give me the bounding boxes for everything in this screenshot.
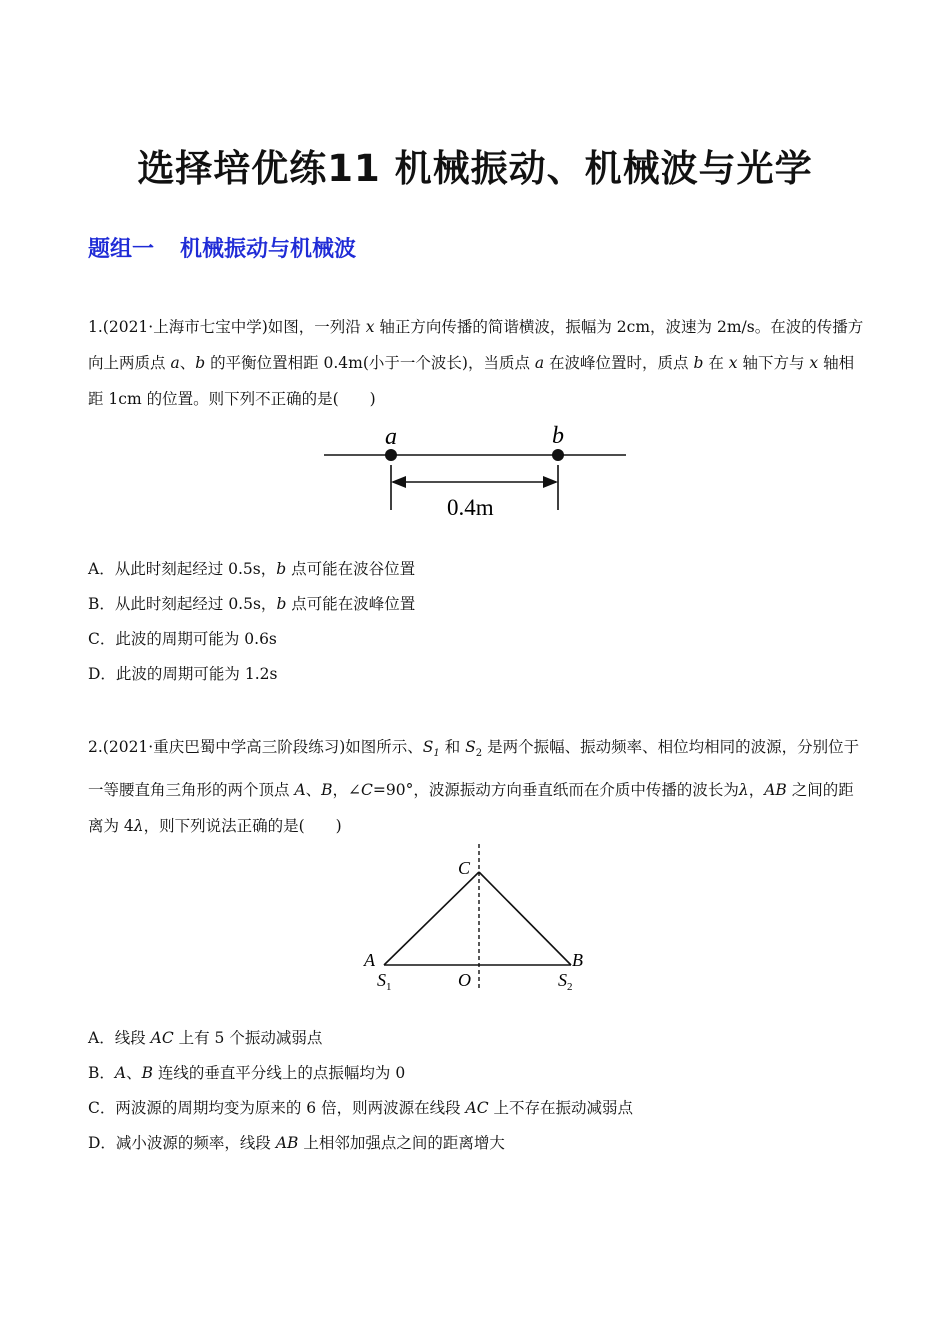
- section-heading: [88, 232, 356, 263]
- point-a: [385, 449, 397, 461]
- label-o: O: [458, 970, 471, 990]
- section-label: 题组一: [88, 237, 155, 262]
- q1-option-d[interactable]: D．此波的周期可能为 1.2s: [88, 665, 278, 683]
- q2-option-d[interactable]: D．减小波源的频率，线段 AB 上相邻加强点之间的距离增大: [88, 1134, 505, 1152]
- arrow-head-left: [391, 476, 406, 488]
- q1-option-a[interactable]: A．从此时刻起经过 0.5s，b 点可能在波谷位置: [88, 560, 416, 578]
- point-b: [552, 449, 564, 461]
- label-a: a: [385, 424, 397, 450]
- side-bc: [479, 872, 571, 965]
- distance-label: 0.4m: [447, 495, 494, 520]
- question-source: (2021·上海市七宝中学): [102, 318, 268, 336]
- triangle-figure: [360, 842, 600, 1002]
- label-s1: $S_1$: [377, 970, 392, 993]
- section-name: 机械振动与机械波: [180, 237, 357, 262]
- page-title: 选择培优练11 机械振动、机械波与光学: [137, 147, 813, 190]
- arrow-head-right: [543, 476, 558, 488]
- q1-option-b[interactable]: B．从此时刻起经过 0.5s，b 点可能在波峰位置: [88, 595, 416, 613]
- label-b: B: [572, 950, 583, 970]
- label-s2: $S_2$: [558, 970, 573, 993]
- q2-option-a[interactable]: A．线段 AC 上有 5 个振动减弱点: [88, 1029, 323, 1047]
- q2-option-b[interactable]: B．A、B 连线的垂直平分线上的点振幅均为 0: [88, 1064, 406, 1082]
- label-c: C: [458, 858, 471, 878]
- question-1-stem: 1.(2021·上海市七宝中学)如图，一列沿 x 轴正方向传播的简谐横波，振幅为 2cm，波速为 2m/s。在波的传播方向上两质点 a、b 的平衡位置相距 0.4m(小于一个波长)，当质点 a 在波峰位置时，质点 b 在 x 轴下方与 x 轴相距 1cm 的位置。则下列不正确的是( ): [88, 318, 864, 408]
- question-number: 2.: [88, 738, 103, 756]
- question-number: 1.: [88, 318, 103, 336]
- question-source: (2021·重庆巴蜀中学高三阶段练习): [102, 738, 346, 756]
- wave-points-figure: [320, 420, 630, 520]
- question-2-stem: 2.(2021·重庆巴蜀中学高三阶段练习)如图所示、$S_1$ 和 $S_2$ 是两个振幅、振动频率、相位均相同的波源，分别位于一等腰直角三角形的两个顶点 A、B，∠C=90°，波源振动方向垂直纸而在介质中传播的波长为λ，AB 之间的距离为 4λ，则下列说法正确的是( ): [88, 738, 860, 836]
- label-a: A: [364, 950, 375, 970]
- q1-option-c[interactable]: C．此波的周期可能为 0.6s: [88, 630, 277, 648]
- label-b: b: [552, 423, 564, 449]
- q2-option-c[interactable]: C．两波源的周期均变为原来的 6 倍，则两波源在线段 AC 上不存在振动减弱点: [88, 1099, 634, 1117]
- side-ac: [384, 872, 479, 965]
